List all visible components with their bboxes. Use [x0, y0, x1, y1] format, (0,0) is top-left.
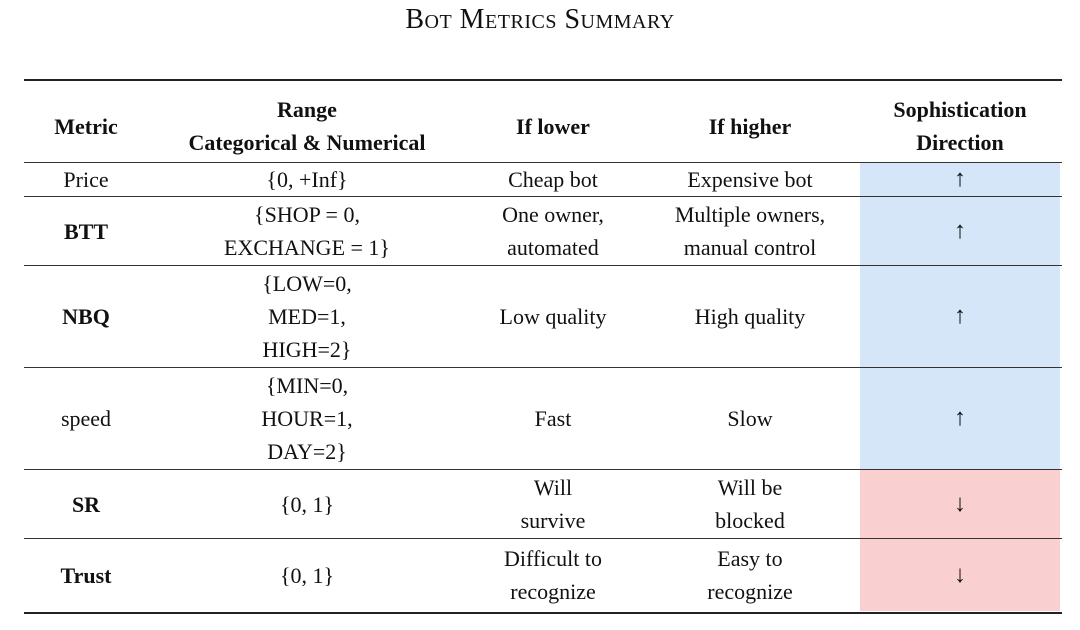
table-bottom-rule	[24, 612, 1062, 614]
table-cell-higher	[650, 470, 850, 538]
table-cell-higher	[650, 163, 850, 196]
header-range-line2: Categorical & Numerical	[188, 130, 426, 155]
cell-line: {SHOP = 0,	[254, 202, 360, 227]
table-cell-metric: BTT	[63, 218, 109, 244]
table-cell-range	[150, 470, 464, 538]
header-soph-line2: Direction	[916, 130, 1004, 155]
cell-line: {0, +Inf}	[266, 167, 348, 192]
table-cell-lower	[458, 539, 648, 611]
cell-line: HOUR=1,	[261, 406, 353, 431]
cell-line: recognize	[707, 579, 793, 604]
cell-line: DAY=2}	[267, 439, 347, 464]
table-cell-lower	[458, 163, 648, 196]
cell-line: {0, 1}	[279, 491, 335, 517]
header-sophistication	[860, 92, 1060, 160]
cell-line: EXCHANGE = 1}	[224, 235, 390, 260]
cell-line: MED=1,	[268, 304, 346, 329]
cell-line: manual control	[683, 235, 817, 260]
arrow-down-icon: ↓	[954, 561, 966, 588]
arrow-up-icon: ↑	[954, 303, 966, 329]
table-cell-range	[150, 539, 464, 611]
cell-line: Multiple owners,	[674, 202, 826, 227]
table-cell-direction	[860, 163, 1060, 196]
table-cell-direction	[860, 470, 1060, 538]
table-cell-metric: Trust	[60, 562, 112, 588]
table-cell-direction	[860, 197, 1060, 265]
header-range	[150, 92, 464, 160]
table-cell-metric: speed	[60, 406, 112, 431]
cell-line: blocked	[715, 508, 785, 533]
table-cell-higher	[650, 368, 850, 469]
cell-line: {LOW=0,	[262, 271, 352, 296]
header-if-lower: If lower	[516, 113, 590, 139]
table-cell-lower	[458, 368, 648, 469]
arrow-up-icon: ↑	[954, 217, 966, 244]
table-cell-metric: NBQ	[62, 304, 110, 329]
arrow-down-icon: ↓	[954, 490, 966, 517]
table-top-rule	[24, 79, 1062, 81]
table-cell-metric: SR	[71, 491, 101, 517]
cell-line: Difficult to	[504, 546, 602, 571]
table-cell-higher	[650, 539, 850, 611]
table-cell-range	[150, 163, 464, 196]
table-cell-lower	[458, 266, 648, 367]
table-cell-direction	[860, 266, 1060, 367]
table-cell-range	[150, 368, 464, 469]
cell-line: Expensive bot	[687, 167, 813, 192]
cell-line: Low quality	[499, 304, 607, 329]
cell-line: automated	[507, 235, 599, 260]
header-range-line1: Range	[277, 97, 337, 122]
table-cell-lower	[458, 470, 648, 538]
table-cell-direction	[860, 539, 1060, 611]
cell-line: {MIN=0,	[265, 373, 349, 398]
cell-line: Easy to	[717, 546, 783, 571]
table-cell-higher	[650, 266, 850, 367]
table-cell-range	[150, 266, 464, 367]
table-cell-lower	[458, 197, 648, 265]
header-metric: Metric	[54, 113, 118, 139]
header-if-higher: If higher	[708, 113, 792, 139]
cell-line: High quality	[694, 304, 806, 329]
cell-line: HIGH=2}	[262, 337, 352, 362]
cell-line: recognize	[510, 579, 596, 604]
cell-line: survive	[520, 508, 586, 533]
table-cell-direction	[860, 368, 1060, 469]
table-cell-range	[150, 197, 464, 265]
table-cell-higher	[650, 197, 850, 265]
page-title: Bot Metrics Summary	[405, 4, 675, 35]
cell-line: Will be	[717, 475, 783, 500]
cell-line: {0, 1}	[279, 562, 335, 588]
arrow-up-icon: ↑	[954, 166, 966, 192]
arrow-up-icon: ↑	[954, 405, 966, 431]
table-cell-metric: Price	[63, 167, 109, 192]
cell-line: Slow	[727, 406, 773, 431]
cell-line: Fast	[534, 406, 572, 431]
cell-line: One owner,	[502, 202, 604, 227]
cell-line: Will	[533, 475, 573, 500]
header-soph-line1: Sophistication	[893, 97, 1027, 122]
cell-line: Cheap bot	[508, 167, 598, 192]
